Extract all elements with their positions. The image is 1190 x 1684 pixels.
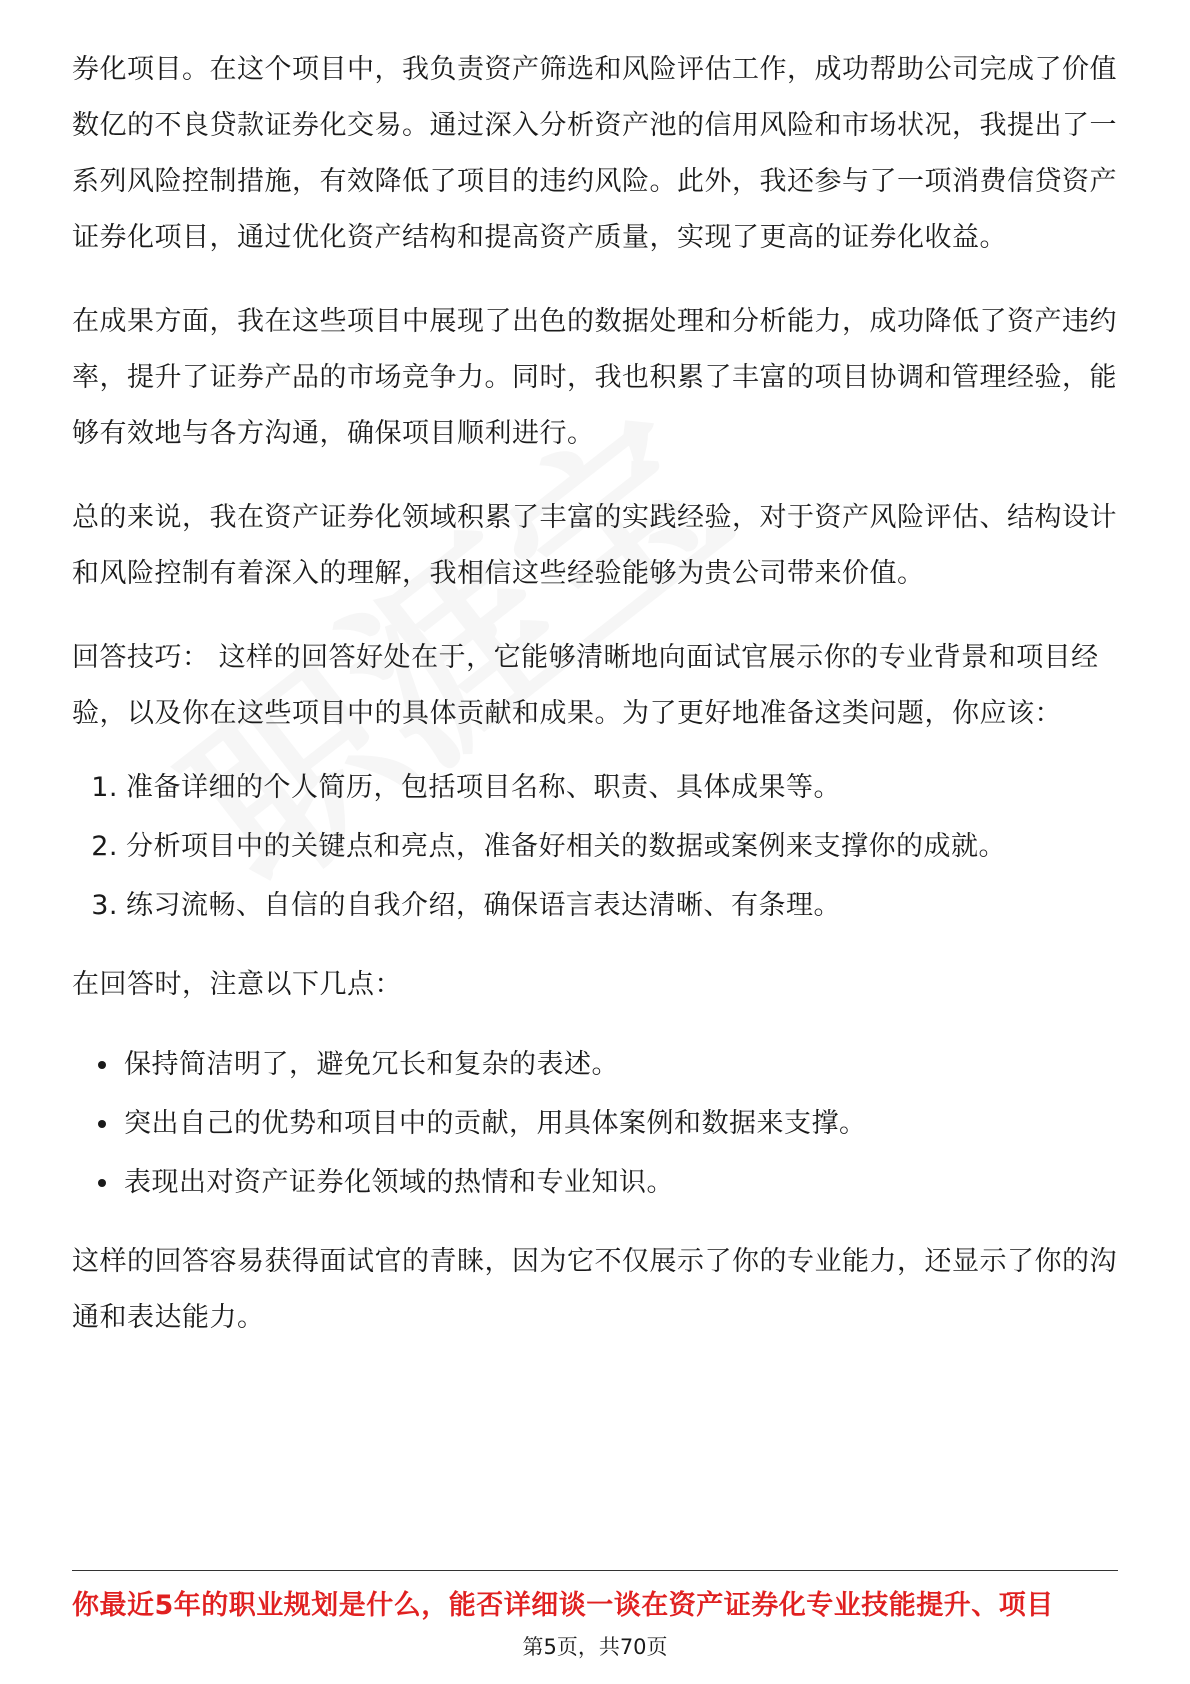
bullet-icon (98, 1179, 106, 1187)
list-item-text: 突出自己的优势和项目中的贡献，用具体案例和数据来支撑。 (124, 1108, 867, 1139)
paragraph-answer-notes-intro: 在回答时，注意以下几点： (72, 969, 402, 1000)
paragraph-achievements: 在成果方面，我在这些项目中展现了出色的数据处理和分析能力，成功降低了资产违约率，提升了证券产品的市场竞争力。同时，我也积累了丰富的项目协调和管理经验，能够有效地与各方沟通，确保项目顺利进行。 (72, 306, 1117, 449)
list-item-text: 表现出对资产证券化领域的热情和专业知识。 (124, 1167, 674, 1198)
bullet-icon (98, 1061, 106, 1069)
list-number: 3. (91, 890, 118, 921)
list-item (72, 1094, 1122, 1153)
page-content (72, 42, 1122, 1346)
list-item-text: 练习流畅、自信的自我介绍，确保语言表达清晰、有条理。 (126, 890, 841, 921)
notes-bullet-list (72, 1035, 1122, 1212)
divider (72, 1570, 1118, 1571)
list-item (72, 1035, 1122, 1094)
list-item (72, 817, 1122, 876)
paragraph-answer-tips: 回答技巧： 这样的回答好处在于，它能够清晰地向面试官展示你的专业背景和项目经验，以及你在这些项目中的具体贡献和成果。为了更好地准备这类问题，你应该： (72, 642, 1099, 729)
list-number: 2. (91, 831, 118, 862)
list-item (72, 876, 1122, 935)
list-item-text: 分析项目中的关键点和亮点，准备好相关的数据或案例来支撑你的成就。 (126, 831, 1006, 862)
bullet-icon (98, 1120, 106, 1128)
paragraph-project-experience: 券化项目。在这个项目中，我负责资产筛选和风险评估工作，成功帮助公司完成了价值数亿的不良贷款证券化交易。通过深入分析资产池的信用风险和市场状况，我提出了一系列风险控制措施，有效降低了项目的违约风险。此外，我还参与了一项消费信贷资产证券化项目，通过优化资产结构和提高资产质量，实现了更高的证券化收益。 (72, 54, 1117, 253)
preparation-list (72, 758, 1122, 935)
list-item-text: 保持简洁明了，避免冗长和复杂的表述。 (124, 1049, 619, 1080)
paragraph-summary: 总的来说，我在资产证券化领域积累了丰富的实践经验，对于资产风险评估、结构设计和风险控制有着深入的理解，我相信这些经验能够为贵公司带来价值。 (72, 502, 1117, 589)
next-question-heading: 你最近5年的职业规划是什么，能否详细谈一谈在资产证券化专业技能提升、项目 (72, 1590, 1054, 1621)
list-number: 1. (91, 772, 118, 803)
list-item-text: 准备详细的个人简历，包括项目名称、职责、具体成果等。 (126, 772, 841, 803)
page-number: 第5页，共70页 (522, 1635, 668, 1659)
paragraph-conclusion: 这样的回答容易获得面试官的青睐，因为它不仅展示了你的专业能力，还显示了你的沟通和表达能力。 (72, 1246, 1117, 1333)
list-item (72, 1153, 1122, 1212)
list-item (72, 758, 1122, 817)
